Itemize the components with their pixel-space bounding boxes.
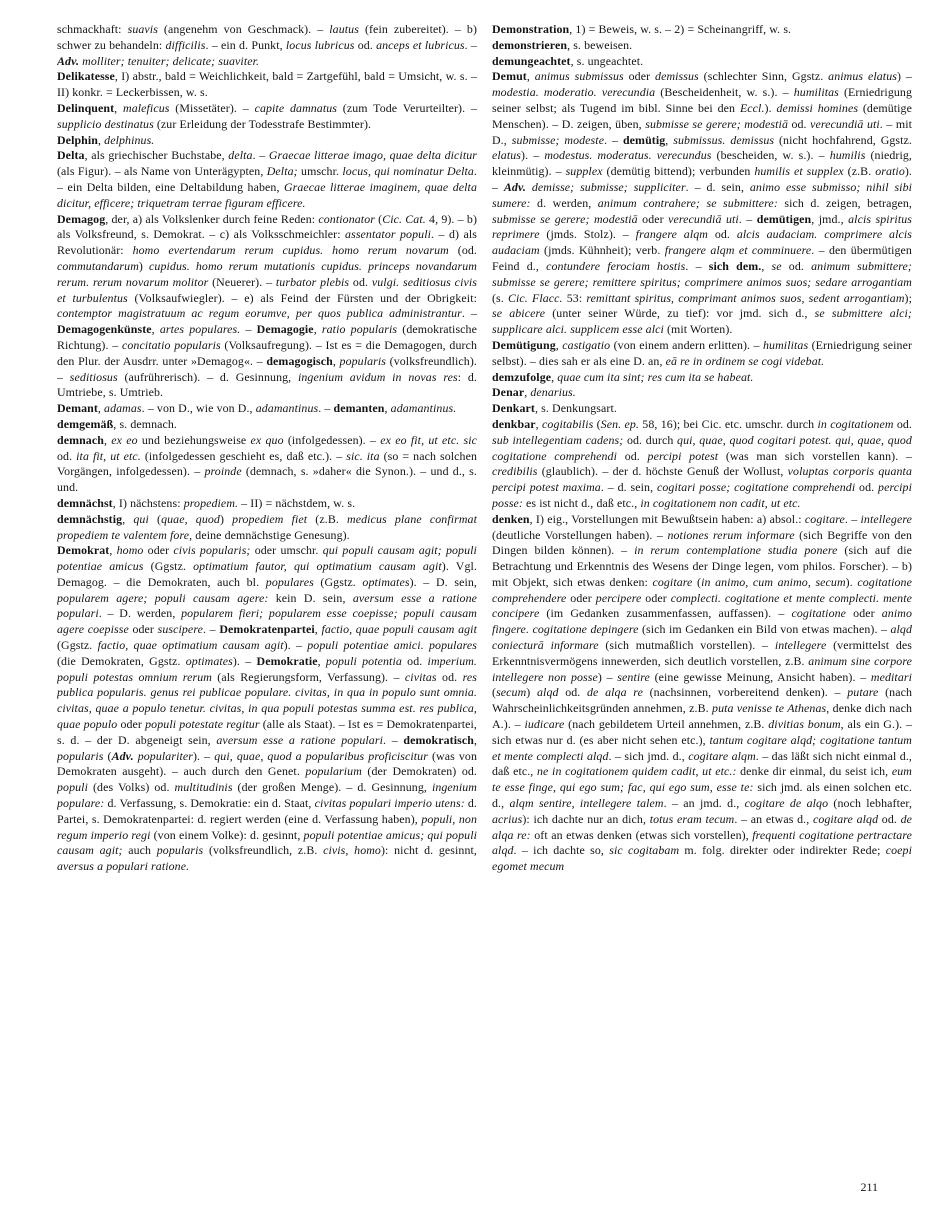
dictionary-entry: Denar, denarius. [492,385,576,400]
page-number: 211 [860,1180,878,1194]
dictionary-entry: Demant, adamas. – von D., wie von D., adamantinus. – demanten, adamantinus. [57,401,457,416]
dictionary-entry: demgemäß, s. demnach. [57,416,178,431]
text-columns [57,22,912,1168]
right-column [492,22,912,1168]
dictionary-entry: Demut, animus submissus oder demissus (schlechter Sinn, Ggstz. animus elatus) – modestia. moderatio. verecundia (Bescheidenheit, w. s.). – humilitas (Erniedrigung seiner selbst; als Tugend im bibl. Sinne bei den Eccl.). demissi homines (demütige Menschen). – D. zeigen, üben, submisse se gerere; modestiā od. verecundiā uti. – mit D., submisse; modeste. – demütig, submissus. demissus (nicht hochfahrend, Ggstz. elatus). – modestus. moderatus. verecundus (bescheiden, w. s.). – humilis (niedrig, kleinmütig). – supplex (demütig bittend); verbunden humilis et supplex (z.B. oratio). – Adv. demisse; submisse; suppliciter. – d. sein, animo esse submisso; nihil sibi sumere: d. werden, animum contrahere; se submittere: sich d. zeigen, betragen, submisse se gerere; modestiā oder verecundiā uti. – demütigen, jmd., alcis spiritus reprimere (jmds. Stolz). – frangere alqm od. alcis audaciam. comprimere alcis audaciam (jmds. Kühnheit); verb. frangere alqm et comminuere. – den übermütigen Feind d., contundere ferociam hostis. – sich dem., se od. animum submittere; submisse se gerere; remittere spiritus; comprimere animos suos; sedare arrogantiam (s. Cic. Flacc. 53: remittant spiritus, comprimant animos suos, sedent arrogantiam); se abicere (unter seiner Würde, zu tief): vor jmd. sich d., se submittere alci; supplicare alci. supplicem esse alci (mit Worten). [492,69,912,337]
dictionary-entry: demzufolge, quae cum ita sint; res cum ita se habeat. [492,369,754,384]
dictionary-entry: denkbar, cogitabilis (Sen. ep. 58, 16); bei Cic. etc. umschr. durch in cogitationem od. sub intellegentiam cadens; od. durch qui, quae, quod cogitari potest. qui, quae, quod cogitatione comprehendi od. percipi potest (was man sich vorstellen kann). – credibilis (glaublich). – der d. höchste Genuß der Wollust, voluptas corporis quanta percipi potest maxima. – d. sein, cogitari posse; cogitatione comprehendi od. percipi posse: es ist nicht d., daß etc., in cogitationem non cadit, ut etc. [492,416,912,510]
dictionary-entry: Delinquent, maleficus (Missetäter). – capite damnatus (zum Tode Verurteilter). – supplicio destinatus (zur Erleidung der Todesstrafe Bestimmter). [57,100,477,131]
dictionary-entry: Demokrat, homo oder civis popularis; oder umschr. qui populi causam agit; populi potentiae amicus (Ggstz. optimatium fautor, qui optimatium causam agit). Vgl. Demagog. – die Demokraten, auch bl. populares (Ggstz. optimates). – D. sein, popularem agere; populi causam agere: kein D. sein, aversum esse a ratione populari. – D. werden, popularem fieri; popularem esse coepisse; populi causam agere coepisse oder suscipere. – Demokratenpartei, factio, quae populi causam agit (Ggstz. factio, quae optimatium causam agit). – populi potentiae amici. populares (die Demokraten, Ggstz. optimates). – Demokratie, populi potentia od. imperium. populi potestas omnium rerum (als Regierungsform, Verfassung). – civitas od. res publica popularis. genus rei publicae populare. civitas, in qua in populo sunt omnia. civitas, quae a populo tenetur. civitas, in qua populi potestas summa est. res publica, quae populo oder populi potestate regitur (alle als Staat). – Ist es = Demokratenpartei, s. d. – der D. abgeneigt sein, aversum esse a ratione populari. – demokratisch, popularis (Adv. populariter). – qui, quae, quod a popularibus proficiscitur (was von Demokraten ausgeht). – auch durch den Genet. popularium (der Demokraten) od. populi (des Volks) od. multitudinis (der großen Menge). – d. Gesinnung, ingenium populare: d. Verfassung, s. Demokratie: ein d. Staat, civitas populari imperio utens: d. Partei, s. Demokratenpartei: d. regiert werden (eine d. Verfassung haben), populi, non regum imperio regi (von einem Volke): d. gesinnt, populi potentiae amicus; qui populi causam agit; auch popularis (volksfreundlich, z.B. civis, homo): nicht d. gesinnt, aversus a populari ratione. [57,543,477,874]
dictionary-entry: demonstrieren, s. beweisen. [492,37,633,52]
dictionary-entry: Delikatesse, I) abstr., bald = Weichlichkeit, bald = Zartgefühl, bald = Umsicht, w. s. – II) konkr. = Leckerbissen, w. s. [57,69,477,100]
dictionary-entry: Demagog, der, a) als Volkslenker durch feine Reden: contionator (Cic. Cat. 4, 9). – b) als Volksfreund, s. Demokrat. – c) als Volksschmeichler: assentator populi. – d) als Revolutionär: homo evertendarum rerum cupidus. homo rerum novarum (od. commutandarum) cupidus. homo rerum mutationis cupidus. princeps novandarum rerum. rerum novarum molitor (Neuerer). – turbator plebis od. vulgi. seditiosus civis et turbulentus (Volksaufwiegler). – e) als Feind der Fürsten und der Obrigkeit: contemptor magistratuum ac regum eorumve, per quos publica administrantur. – Demagogenkünste, artes populares. – Demagogie, ratio popularis (demokratische Richtung). – concitatio popularis (Volksaufregung). – Ist es = die Demagogen, durch den Plur. der Ausdrr. unter »Demagog«. – demagogisch, popularis (volksfreundlich). – seditiosus (aufrührerisch). – d. Gesinnung, ingenium avidum in novas res: d. Umtriebe, s. Umtrieb. [57,211,477,400]
dictionary-entry: demnächstig, qui (quae, quod) propediem fiet (z.B. medicus plane confirmat propediem te valentem fore, deine demnächstige Genesung). [57,511,477,542]
left-column [57,22,477,1168]
dictionary-entry: Delphin, delphinus. [57,132,155,147]
dictionary-entry: demnach, ex eo und beziehungsweise ex quo (infolgedessen). – ex eo fit, ut etc. sic od. ita fit, ut etc. (infolgedessen geschieht es, daß etc.). – sic. ita (so = nach solchen Vorgängen, infolgedessen). – proinde (demnach, s. »daher« die Synon.). – und d., s. und. [57,432,477,495]
dictionary-entry: demungeachtet, s. ungeachtet. [492,53,644,68]
dictionary-entry: demnächst, I) nächstens: propediem. – II) = nächstdem, w. s. [57,495,356,510]
dictionary-entry: Delta, als griechischer Buchstabe, delta. – Graecae litterae imago, quae delta dicitur (als Figur). – als Name von Unterägypten, Delta; umschr. locus, qui nominatur Delta. – ein Delta bilden, eine Deltabildung haben, Graecae litterae imaginem, quae delta dicitur, efficere; triquetram terrae figuram efficere. [57,148,477,210]
dictionary-entry: Demütigung, castigatio (von einem andern erlitten). – humilitas (Erniedrigung seiner selbst). – dies sah er als eine D. an, eā re in ordinem se cogi videbat. [492,337,912,368]
dictionary-entry: denken, I) eig., Vorstellungen mit Bewußtsein haben: a) absol.: cogitare. – intellegere (deutliche Vorstellungen haben). – notiones rerum informare (sich Begriffe von den Dingen bilden können). – in rerum contemplatione studia ponere (sich auf die Betrachtung und Erkenntnis des Wesens der Dinge legen, vom philos. Forscher). – b) mit Objekt, sich etwas denken: cogitare (in animo, cum animo, secum). cogitatione comprehendere oder percipere oder complecti. cogitatione et mente complecti. mente concipere (im Gedanken zusammenfassen, auffassen). – cogitatione oder animo fingere. cogitatione depingere (sich im Gedanken ein Bild von etwas machen). – alqd coniecturā informare (sich mutmaßlich vorstellen). – intellegere (vermittelst des Erkenntnisvermögens innewerden, sich deutlich vorstellen, z.B. animum sine corpore intellegere non posse) – sentire (eine gewisse Meinung, Ansicht haben). – meditari (secum) alqd od. de alqa re (nachsinnen, vorbereitend denken). – putare (nach Wahrscheinlichkeitsgründen annehmen, z.B. puta venisse te Athenas, denke dich nach A.). – iudicare (nach gebildetem Urteil annehmen, z.B. divitias bonum, als ein G.). – sich etwas nur d. (es aber nicht sehen etc.), tantum cogitare alqd; cogitatione tantum et mente complecti alqd. – sich jmd. d., cogitare alqm. – das läßt sich nicht einmal d., daß etc., ne in cogitationem quidem cadit, ut etc.: denke dir einmal, du seist ich, eum te esse finge, qui ego sum; fac, qui ego sum, esse te: sich jmd. als einen solchen etc. d., alqm sentire, intellegere talem. – an jmd. d., cogitare de alqo (noch lebhafter, acrius): ich dachte nur an dich, totus eram tecum. – an etwas d., cogitare alqd od. de alqa re: oft an etwas denken (etwas sich vorstellen), frequenti cogitatione pertractare alqd. – ich dachte so, sic cogitabam m. folg. direkter oder indirekter Rede; coepi egomet mecum [492,511,912,874]
dictionary-entry: schmackhaft: suavis (angenehm von Geschmack). – lautus (fein zubereitet). – b) schwer zu behandeln: difficilis. – ein d. Punkt, locus lubricus od. anceps et lubricus. – Adv. molliter; tenuiter; delicate; suaviter. [57,22,477,68]
dictionary-entry: Denkart, s. Denkungsart. [492,401,617,416]
dictionary-entry: Demonstration, 1) = Beweis, w. s. – 2) = Scheinangriff, w. s. [492,22,792,36]
